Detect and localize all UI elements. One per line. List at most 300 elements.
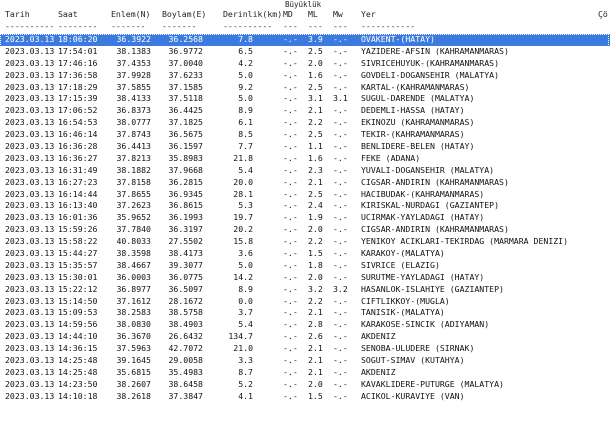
- md-cell: -.-: [283, 390, 298, 401]
- mw-cell: -.-: [333, 259, 348, 270]
- mw-cell: -.-: [333, 248, 348, 259]
- depth-cell: 5.0: [238, 93, 253, 104]
- latitude-cell: 38.2583: [116, 307, 151, 318]
- time-cell: 15:35:57: [58, 259, 98, 270]
- mw-cell: -.-: [333, 378, 348, 389]
- latitude-cell: 37.8213: [116, 152, 151, 163]
- ml-cell: 1.6: [308, 152, 323, 163]
- table-row[interactable]: [0, 153, 610, 165]
- table-row[interactable]: [0, 296, 610, 308]
- time-cell: 16:36:28: [58, 141, 98, 152]
- md-cell: -.-: [283, 34, 298, 44]
- table-row[interactable]: [0, 379, 610, 391]
- location-cell: CIGSAR-ANDIRIN (KAHRAMANMARAS): [361, 176, 509, 187]
- mw-cell: -.-: [333, 319, 348, 330]
- col-header-time[interactable]: Saat: [58, 9, 78, 19]
- mw-cell: -.-: [333, 271, 348, 282]
- location-cell: SOGUT-SIMAV (KUTAHYA): [361, 355, 465, 366]
- depth-cell: 134.7: [228, 331, 253, 342]
- mw-cell: -.-: [333, 236, 348, 247]
- depth-cell: 9.2: [238, 81, 253, 92]
- mw-cell: 3.1: [333, 93, 348, 104]
- time-cell: 15:14:50: [58, 295, 98, 306]
- location-cell: AKDENIZ: [361, 366, 396, 377]
- longitude-cell: 28.1672: [168, 295, 203, 306]
- location-cell: KARAKOY-(MALATYA): [361, 248, 445, 259]
- mw-cell: -.-: [333, 164, 348, 175]
- ml-cell: 2.0: [308, 378, 323, 389]
- date-cell: 2023.03.13: [5, 366, 55, 377]
- latitude-cell: 38.0830: [116, 319, 151, 330]
- table-row[interactable]: [0, 117, 610, 129]
- date-cell: 2023.03.13: [5, 105, 55, 116]
- longitude-cell: 38.6458: [168, 378, 203, 389]
- table-row[interactable]: [0, 46, 610, 58]
- mw-cell: -.-: [333, 117, 348, 128]
- date-cell: 2023.03.13: [5, 69, 55, 80]
- location-cell: KIRISKAL-NURDAGI (GAZIANTEP): [361, 200, 500, 211]
- date-cell: 2023.03.13: [5, 283, 55, 294]
- mw-cell: 3.2: [333, 283, 348, 294]
- longitude-cell: 36.4425: [168, 105, 203, 116]
- time-cell: 16:54:53: [58, 117, 98, 128]
- time-cell: 14:10:18: [58, 390, 98, 401]
- ml-cell: 2.6: [308, 331, 323, 342]
- latitude-cell: 36.3670: [116, 331, 151, 342]
- ml-cell: 3.2: [308, 283, 323, 294]
- date-cell: 2023.03.13: [5, 129, 55, 140]
- time-cell: 16:46:14: [58, 129, 98, 140]
- depth-cell: 5.0: [238, 69, 253, 80]
- mw-cell: -.-: [333, 152, 348, 163]
- date-cell: 2023.03.13: [5, 200, 55, 211]
- date-cell: 2023.03.13: [5, 224, 55, 235]
- latitude-cell: 38.1383: [116, 45, 151, 56]
- location-cell: CIFTLIKKOY-(MUGLA): [361, 295, 450, 306]
- md-cell: -.-: [283, 295, 298, 306]
- location-cell: HACIBUDAK-(KAHRAMANMARAS): [361, 188, 485, 199]
- location-cell: FEKE (ADANA): [361, 152, 421, 163]
- mw-cell: -.-: [333, 57, 348, 68]
- ml-cell: 2.1: [308, 343, 323, 354]
- mw-cell: -.-: [333, 295, 348, 306]
- table-row[interactable]: [0, 248, 610, 260]
- latitude-cell: 37.5855: [116, 81, 151, 92]
- depth-cell: 5.4: [238, 164, 253, 175]
- time-cell: 17:36:58: [58, 69, 98, 80]
- ml-cell: 2.5: [308, 81, 323, 92]
- depth-cell: 3.6: [238, 248, 253, 259]
- location-cell: TEKIR-(KAHRAMANMARAS): [361, 129, 465, 140]
- date-cell: 2023.03.13: [5, 259, 55, 270]
- latitude-cell: 37.8655: [116, 188, 151, 199]
- ml-cell: 2.5: [308, 188, 323, 199]
- md-cell: -.-: [283, 176, 298, 187]
- table-row[interactable]: [0, 189, 610, 201]
- table-row[interactable]: [0, 319, 610, 331]
- table-row[interactable]: [0, 236, 610, 248]
- ml-cell: 2.1: [308, 307, 323, 318]
- time-cell: 14:25:48: [58, 366, 98, 377]
- md-cell: -.-: [283, 343, 298, 354]
- location-cell: YAZIDERE-AFSIN (KAHRAMANMARAS): [361, 45, 509, 56]
- longitude-cell: 36.8615: [168, 200, 203, 211]
- ml-cell: 2.1: [308, 176, 323, 187]
- date-cell: 2023.03.13: [5, 117, 55, 128]
- latitude-cell: 35.9652: [116, 212, 151, 223]
- mw-cell: -.-: [333, 141, 348, 152]
- time-cell: 17:18:29: [58, 81, 98, 92]
- date-cell: 2023.03.13: [5, 343, 55, 354]
- table-row[interactable]: [0, 331, 610, 343]
- ml-cell: 2.0: [308, 224, 323, 235]
- md-cell: -.-: [283, 45, 298, 56]
- separator-md: ---: [283, 21, 298, 31]
- longitude-cell: 37.1585: [168, 81, 203, 92]
- ml-cell: 2.1: [308, 355, 323, 366]
- date-cell: 2023.03.13: [5, 331, 55, 342]
- mw-cell: -.-: [333, 390, 348, 401]
- depth-cell: 7.8: [238, 34, 253, 44]
- md-cell: -.-: [283, 259, 298, 270]
- latitude-cell: 40.8033: [116, 236, 151, 247]
- depth-cell: 19.7: [233, 212, 253, 223]
- depth-cell: 28.1: [233, 188, 253, 199]
- time-cell: 16:36:27: [58, 152, 98, 163]
- depth-cell: 3.7: [238, 307, 253, 318]
- date-cell: 2023.03.13: [5, 176, 55, 187]
- mw-cell: -.-: [333, 343, 348, 354]
- md-cell: -.-: [283, 283, 298, 294]
- depth-cell: 8.9: [238, 105, 253, 116]
- mw-cell: -.-: [333, 200, 348, 211]
- ml-cell: 2.2: [308, 295, 323, 306]
- longitude-cell: 38.4173: [168, 248, 203, 259]
- time-cell: 17:15:39: [58, 93, 98, 104]
- ml-cell: 2.4: [308, 200, 323, 211]
- ml-cell: 1.5: [308, 390, 323, 401]
- longitude-cell: 37.9668: [168, 164, 203, 175]
- table-row[interactable]: [0, 82, 610, 94]
- col-header-ml[interactable]: ML: [308, 9, 318, 19]
- latitude-cell: 36.8373: [116, 105, 151, 116]
- depth-cell: 21.8: [233, 152, 253, 163]
- latitude-cell: 37.8743: [116, 129, 151, 140]
- md-cell: -.-: [283, 117, 298, 128]
- separator-date: ----------: [5, 21, 55, 31]
- location-cell: KARTAL-(KAHRAMANMARAS): [361, 81, 470, 92]
- mw-cell: -.-: [333, 212, 348, 223]
- longitude-cell: 36.1597: [168, 141, 203, 152]
- location-cell: CIGSAR-ANDIRIN (KAHRAMANMARAS): [361, 224, 509, 235]
- time-cell: 15:09:53: [58, 307, 98, 318]
- md-cell: -.-: [283, 188, 298, 199]
- mw-cell: -.-: [333, 69, 348, 80]
- mw-cell: -.-: [333, 307, 348, 318]
- time-cell: 16:14:44: [58, 188, 98, 199]
- col-header-depth[interactable]: Derinlik(km): [223, 9, 283, 19]
- date-cell: 2023.03.13: [5, 236, 55, 247]
- date-cell: 2023.03.13: [5, 390, 55, 401]
- table-row[interactable]: [0, 355, 610, 367]
- ml-cell: 2.1: [308, 105, 323, 116]
- ml-cell: 2.2: [308, 236, 323, 247]
- table-row[interactable]: [0, 93, 610, 105]
- table-row[interactable]: [0, 58, 610, 70]
- separator-time: --------: [58, 21, 98, 31]
- longitude-cell: 27.5502: [168, 236, 203, 247]
- depth-cell: 8.7: [238, 366, 253, 377]
- time-cell: 15:59:26: [58, 224, 98, 235]
- depth-cell: 0.0: [238, 295, 253, 306]
- column-header-row: [0, 9, 610, 21]
- longitude-cell: 36.3197: [168, 224, 203, 235]
- longitude-cell: 26.6432: [168, 331, 203, 342]
- depth-cell: 8.5: [238, 129, 253, 140]
- location-cell: SIVRICE (ELAZIG): [361, 259, 440, 270]
- location-cell: AKDENIZ: [361, 331, 396, 342]
- latitude-cell: 38.3598: [116, 248, 151, 259]
- time-cell: 15:58:22: [58, 236, 98, 247]
- latitude-cell: 36.3922: [116, 34, 151, 44]
- separator-latitude: -------: [111, 21, 146, 31]
- md-cell: -.-: [283, 307, 298, 318]
- md-cell: -.-: [283, 93, 298, 104]
- table-row[interactable]: [0, 260, 610, 272]
- location-cell: TANISIK-(MALATYA): [361, 307, 445, 318]
- col-header-solution[interactable]: Çö: [598, 9, 608, 19]
- date-cell: 2023.03.13: [5, 34, 55, 44]
- time-cell: 16:13:40: [58, 200, 98, 211]
- depth-cell: 5.3: [238, 200, 253, 211]
- location-cell: ACIKOL-KURAVIYE (VAN): [361, 390, 465, 401]
- longitude-cell: 36.9772: [168, 45, 203, 56]
- md-cell: -.-: [283, 81, 298, 92]
- latitude-cell: 36.4413: [116, 141, 151, 152]
- time-cell: 16:31:49: [58, 164, 98, 175]
- latitude-cell: 35.6815: [116, 366, 151, 377]
- table-row[interactable]: [0, 200, 610, 212]
- longitude-cell: 36.9345: [168, 188, 203, 199]
- md-cell: -.-: [283, 366, 298, 377]
- latitude-cell: 38.2618: [116, 390, 151, 401]
- depth-cell: 5.4: [238, 319, 253, 330]
- table-row[interactable]: [0, 165, 610, 177]
- table-row[interactable]: [0, 70, 610, 82]
- table-row[interactable]: [0, 343, 610, 355]
- latitude-cell: 38.1882: [116, 164, 151, 175]
- mw-cell: -.-: [333, 355, 348, 366]
- ml-cell: 2.2: [308, 117, 323, 128]
- table-row[interactable]: [0, 105, 610, 117]
- depth-cell: 4.1: [238, 390, 253, 401]
- table-row[interactable]: [0, 307, 610, 319]
- ml-cell: 2.0: [308, 271, 323, 282]
- table-row[interactable]: [0, 141, 610, 153]
- date-cell: 2023.03.13: [5, 141, 55, 152]
- header-separator: [0, 21, 610, 33]
- mw-cell: -.-: [333, 45, 348, 56]
- col-header-md[interactable]: MD: [283, 9, 293, 19]
- depth-cell: 6.5: [238, 45, 253, 56]
- longitude-cell: 42.7072: [168, 343, 203, 354]
- ml-cell: 3.1: [308, 93, 323, 104]
- latitude-cell: 37.1612: [116, 295, 151, 306]
- date-cell: 2023.03.13: [5, 295, 55, 306]
- location-cell: SENOBA-ULUDERE (SIRNAK): [361, 343, 475, 354]
- time-cell: 17:46:16: [58, 57, 98, 68]
- location-cell: SURUTME-YAYLADAGI (HATAY): [361, 271, 485, 282]
- time-cell: 16:27:23: [58, 176, 98, 187]
- longitude-cell: 37.6233: [168, 69, 203, 80]
- ml-cell: 3.9: [308, 34, 323, 44]
- latitude-cell: 37.5963: [116, 343, 151, 354]
- time-cell: 18:06:20: [58, 34, 98, 44]
- ml-cell: 2.5: [308, 129, 323, 140]
- location-cell: SUGUL-DARENDE (MALATYA): [361, 93, 475, 104]
- depth-cell: 14.2: [233, 271, 253, 282]
- ml-cell: 1.1: [308, 141, 323, 152]
- depth-cell: 4.2: [238, 57, 253, 68]
- col-header-longitude[interactable]: Boylam(E): [162, 9, 207, 19]
- ml-cell: 1.5: [308, 248, 323, 259]
- longitude-cell: 37.0040: [168, 57, 203, 68]
- md-cell: -.-: [283, 224, 298, 235]
- mw-cell: -.-: [333, 331, 348, 342]
- md-cell: -.-: [283, 355, 298, 366]
- ml-cell: 1.8: [308, 259, 323, 270]
- longitude-cell: 36.0775: [168, 271, 203, 282]
- longitude-cell: 29.0058: [168, 355, 203, 366]
- depth-cell: 15.8: [233, 236, 253, 247]
- ml-cell: 2.0: [308, 57, 323, 68]
- date-cell: 2023.03.13: [5, 248, 55, 259]
- table-row[interactable]: [0, 177, 610, 189]
- separator-location: -----------: [361, 21, 416, 31]
- date-cell: 2023.03.13: [5, 164, 55, 175]
- table-row[interactable]: [0, 391, 610, 403]
- latitude-cell: 36.0003: [116, 271, 151, 282]
- time-cell: 14:23:50: [58, 378, 98, 389]
- table-row[interactable]: [0, 367, 610, 379]
- location-cell: KAVAKLIDERE-PUTURGE (MALATYA): [361, 378, 504, 389]
- depth-cell: 7.7: [238, 141, 253, 152]
- separator-longitude: -------: [162, 21, 197, 31]
- date-cell: 2023.03.13: [5, 152, 55, 163]
- longitude-cell: 37.1825: [168, 117, 203, 128]
- table-row[interactable]: [0, 224, 610, 236]
- depth-cell: 5.0: [238, 259, 253, 270]
- mw-cell: -.-: [333, 366, 348, 377]
- md-cell: -.-: [283, 248, 298, 259]
- md-cell: -.-: [283, 152, 298, 163]
- ml-cell: 2.3: [308, 164, 323, 175]
- time-cell: 17:06:52: [58, 105, 98, 116]
- location-cell: BENLIDERE-BELEN (HATAY): [361, 141, 475, 152]
- separator-mw: ---: [333, 21, 348, 31]
- longitude-cell: 36.2568: [168, 34, 203, 44]
- ml-cell: 1.6: [308, 69, 323, 80]
- date-cell: 2023.03.13: [5, 378, 55, 389]
- md-cell: -.-: [283, 319, 298, 330]
- depth-cell: 20.2: [233, 224, 253, 235]
- location-cell: DEDEMLI-HASSA (HATAY): [361, 105, 465, 116]
- location-cell: HASANLOK-ISLAHIYE (GAZIANTEP): [361, 283, 504, 294]
- table-row[interactable]: [0, 284, 610, 296]
- mw-cell: -.-: [333, 188, 348, 199]
- latitude-cell: 38.4667: [116, 259, 151, 270]
- time-cell: 14:36:15: [58, 343, 98, 354]
- time-cell: 14:59:56: [58, 319, 98, 330]
- location-cell: OVAKENT-(HATAY): [361, 34, 435, 44]
- mw-cell: -.-: [333, 105, 348, 116]
- col-header-date[interactable]: Tarih: [5, 9, 30, 19]
- latitude-cell: 37.2623: [116, 200, 151, 211]
- date-cell: 2023.03.13: [5, 319, 55, 330]
- depth-cell: 21.0: [233, 343, 253, 354]
- md-cell: -.-: [283, 141, 298, 152]
- md-cell: -.-: [283, 57, 298, 68]
- date-cell: 2023.03.13: [5, 188, 55, 199]
- longitude-cell: 36.5097: [168, 283, 203, 294]
- earthquake-list: [0, 34, 610, 403]
- location-cell: GOVDELI-DOGANSEHIR (MALATYA): [361, 69, 500, 80]
- longitude-cell: 38.5758: [168, 307, 203, 318]
- ml-cell: 1.9: [308, 212, 323, 223]
- mw-cell: -.-: [333, 34, 348, 44]
- date-cell: 2023.03.13: [5, 93, 55, 104]
- depth-cell: 6.1: [238, 117, 253, 128]
- time-cell: 15:22:12: [58, 283, 98, 294]
- longitude-cell: 36.2815: [168, 176, 203, 187]
- md-cell: -.-: [283, 105, 298, 116]
- mw-cell: -.-: [333, 129, 348, 140]
- location-cell: EKINOZU (KAHRAMANMARAS): [361, 117, 475, 128]
- table-row[interactable]: [0, 212, 610, 224]
- time-cell: 17:54:01: [58, 45, 98, 56]
- table-row[interactable]: [0, 129, 610, 141]
- depth-cell: 8.9: [238, 283, 253, 294]
- location-cell: KARAKOSE-SINCIK (ADIYAMAN): [361, 319, 490, 330]
- table-row-selected[interactable]: [0, 34, 610, 46]
- col-header-latitude[interactable]: Enlem(N): [111, 9, 151, 19]
- col-header-mw[interactable]: Mw: [333, 9, 343, 19]
- col-header-location[interactable]: Yer: [361, 9, 376, 19]
- table-row[interactable]: [0, 272, 610, 284]
- longitude-cell: 38.4903: [168, 319, 203, 330]
- md-cell: -.-: [283, 378, 298, 389]
- longitude-cell: 37.3847: [168, 390, 203, 401]
- depth-cell: 20.0: [233, 176, 253, 187]
- longitude-cell: 35.8983: [168, 152, 203, 163]
- md-cell: -.-: [283, 271, 298, 282]
- magnitude-group-header: Büyüklük: [285, 0, 322, 9]
- mw-cell: -.-: [333, 176, 348, 187]
- time-cell: 15:44:27: [58, 248, 98, 259]
- depth-cell: 5.2: [238, 378, 253, 389]
- latitude-cell: 38.0777: [116, 117, 151, 128]
- longitude-cell: 37.5118: [168, 93, 203, 104]
- mw-cell: -.-: [333, 81, 348, 92]
- location-cell: UCIRMAK-YAYLADAGI (HATAY): [361, 212, 485, 223]
- md-cell: -.-: [283, 69, 298, 80]
- md-cell: -.-: [283, 331, 298, 342]
- longitude-cell: 39.3077: [168, 259, 203, 270]
- date-cell: 2023.03.13: [5, 271, 55, 282]
- ml-cell: 2.1: [308, 366, 323, 377]
- longitude-cell: 36.1993: [168, 212, 203, 223]
- md-cell: -.-: [283, 200, 298, 211]
